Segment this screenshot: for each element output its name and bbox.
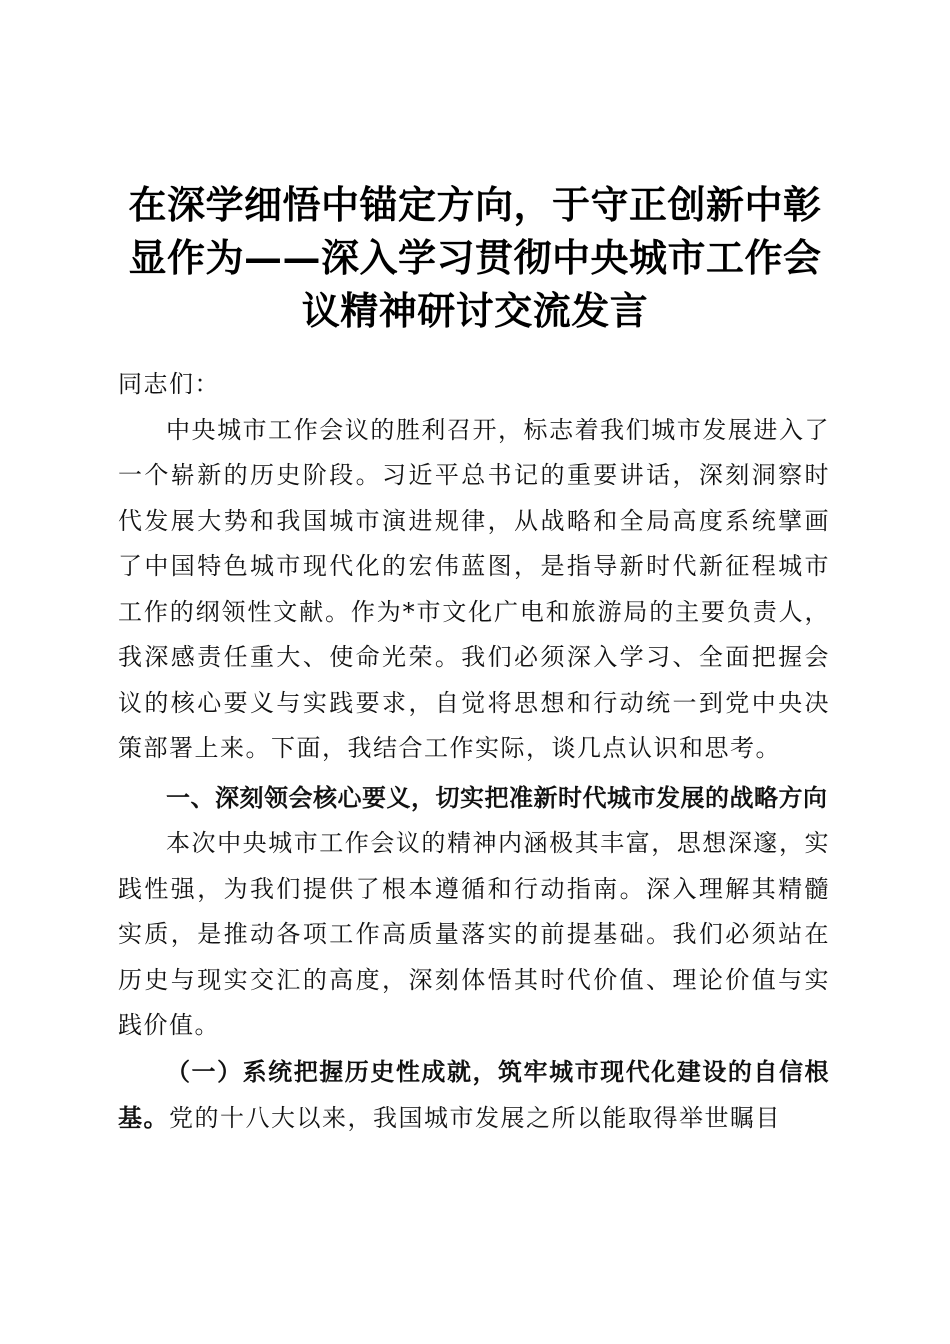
subsection-1-heading: （一）系统把握历史性成就，筑牢城市现代化建设的自信根基。 <box>118 1056 830 1132</box>
salutation: 同志们： <box>118 370 220 398</box>
subsection-1-text: 党的十八大以来，我国城市发展之所以能取得举世瞩目 <box>169 1104 781 1132</box>
subsection-1-paragraph <box>118 1049 830 1142</box>
document-title: 在深学细悟中锚定方向，于守正创新中彰显作为——深入学习贯彻中央城市工作会议精神研讨交流发言 <box>128 182 822 333</box>
section-heading-1: 一、深刻领会核心要义，切实把准新时代城市发展的战略方向 <box>166 783 828 812</box>
document-body <box>118 362 830 1142</box>
section-1-intro-paragraph: 本次中央城市工作会议的精神内涵极其丰富，思想深邃，实践性强，为我们提供了根本遵循和行动指南。深入理解其精髓实质，是推动各项工作高质量落实的前提基础。我们必须站在历史与现实交汇的高度，深刻体悟其时代价值、理论价值与实践价值。 <box>118 829 830 1039</box>
intro-paragraph: 中央城市工作会议的胜利召开，标志着我们城市发展进入了一个崭新的历史阶段。习近平总书记的重要讲话，深刻洞察时代发展大势和我国城市演进规律，从战略和全局高度系统擘画了中国特色城市现代化的宏伟蓝图，是指导新时代新征程城市工作的纲领性文献。作为*市文化广电和旅游局的主要负责人，我深感责任重大、使命光荣。我们必须深入学习、全面把握会议的核心要义与实践要求，自觉将思想和行动统一到党中央决策部署上来。下面，我结合工作实际，谈几点认识和思考。 <box>118 415 830 762</box>
